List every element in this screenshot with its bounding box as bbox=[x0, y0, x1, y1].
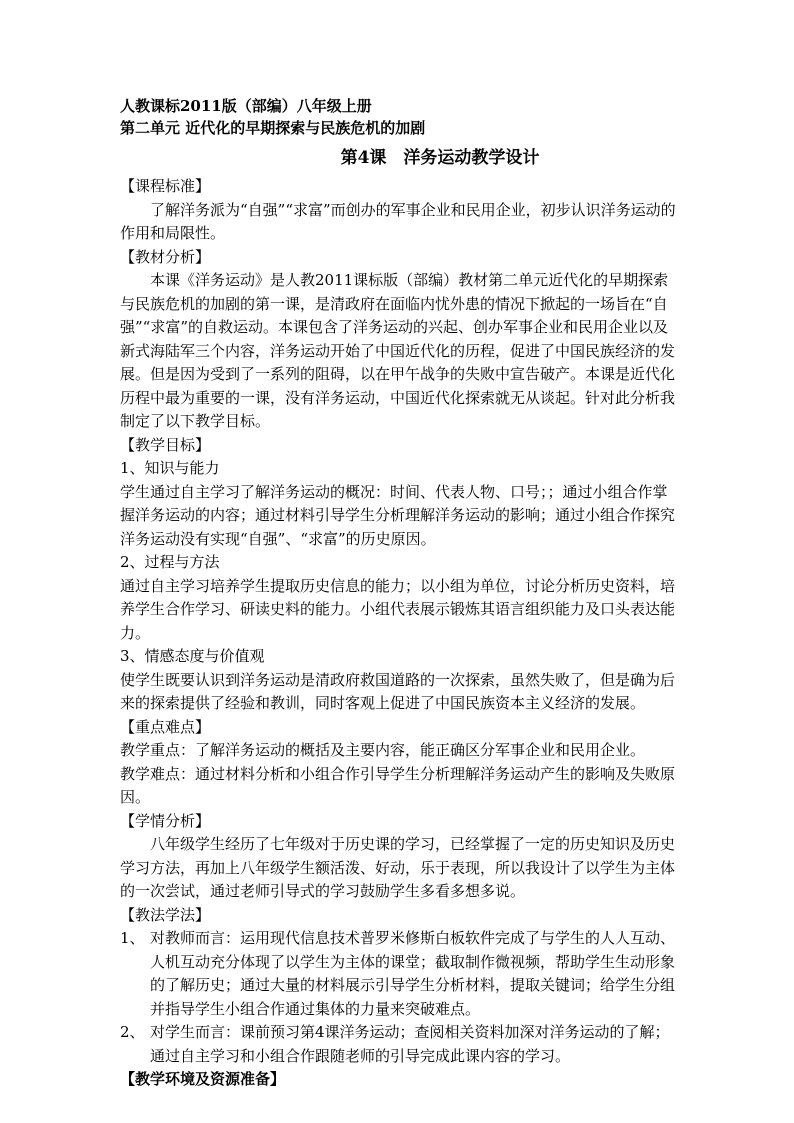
document-body bbox=[120, 95, 680, 1092]
goal2-title: 2、过程与方法 bbox=[120, 553, 220, 571]
list-text: 对教师而言：运用现代信息技术普罗米修斯白板软件完成了与学生的人人互动、人机互动充分体现了以学生为主体的课堂；截取制作微视频，帮助学生生动形象的了解历史；通过大量的材料展示引导学生分析材料，提取关键词；给学生分组并指导学生小组合作通过集体的力量来突破难点。 bbox=[150, 929, 676, 1018]
key-heading: 【重点难点】 bbox=[120, 717, 211, 736]
standard-heading: 【课程标准】 bbox=[120, 177, 211, 195]
analysis-heading: 【教材分析】 bbox=[120, 247, 211, 266]
key-point: 教学重点：了解洋务运动的概括及主要内容，能正确区分军事企业和民用企业。 bbox=[120, 741, 646, 759]
students-heading: 【学情分析】 bbox=[120, 811, 211, 830]
goal3-text: 使学生既要认识到洋务运动是清政府救国道路的一次探索，虽然失败了，但是确为后来的探索提供了经验和教训，同时客观上促进了中国民族资本主义经济的发展。 bbox=[120, 670, 676, 712]
analysis-text: 本课《洋务运动》是人教2011课标版（部编）教材第二单元近代化的早期探索与民族危机的加剧的第一课，是清政府在面临内忧外患的情况下掀起的一场旨在“自强”“求富”的自救运动。本课包含了洋务运动的兴起、创办军事企业和民用企业以及新式海陆军三个内容，洋务运动开始了中国近代化的历程，促进了中国民族经济的发展。但是因为受到了一系列的阻碍，以在甲午战争的失败中宣告破产。本课是近代化历程中最为重要的一课，没有洋务运动，中国近代化探索就无从谈起。针对此分析我制定了以下教学目标。 bbox=[120, 271, 676, 430]
goal2-text: 通过自主学习培养学生提取历史信息的能力；以小组为单位，讨论分析历史资料，培养学生合作学习、研读史料的能力。小组代表展示锻炼其语言组织能力及口头表达能力。 bbox=[120, 576, 676, 642]
env-heading: 【教学环境及资源准备】 bbox=[120, 1070, 286, 1088]
textbook-edition: 人教课标2011版（部编）八年级上册 bbox=[120, 97, 372, 115]
standard-text: 了解洋务派为“自强”“求富”而创办的军事企业和民用企业，初步认识洋务运动的作用和局限性。 bbox=[120, 200, 676, 242]
list-number: 1、 bbox=[120, 929, 145, 947]
method-heading: 【教法学法】 bbox=[120, 905, 211, 924]
goal1-title: 1、知识与能力 bbox=[120, 459, 220, 477]
list-text: 对学生而言：课前预习第4课洋务运动；查阅相关资料加深对洋务运动的了解；通过自主学习和小组合作跟随老师的引导完成此课内容的学习。 bbox=[150, 1023, 670, 1065]
method-item-student bbox=[120, 1021, 680, 1068]
goals-heading: 【教学目标】 bbox=[120, 435, 211, 454]
goal1-text: 学生通过自主学习了解洋务运动的概况：时间、代表人物、口号；；通过小组合作掌握洋务运动的内容；通过材料引导学生分析理解洋务运动的影响；通过小组合作探究洋务运动没有实现“自强”、“求富”的历史原因。 bbox=[120, 482, 676, 548]
difficult-point: 教学难点：通过材料分析和小组合作引导学生分析理解洋务运动产生的影响及失败原因。 bbox=[120, 764, 676, 806]
goal3-title: 3、情感态度与价值观 bbox=[120, 647, 265, 665]
method-item-teacher bbox=[120, 927, 680, 1021]
list-number: 2、 bbox=[120, 1023, 145, 1041]
lesson-title: 第4课 洋务运动教学设计 bbox=[340, 148, 540, 168]
unit-title: 第二单元 近代化的早期探索与民族危机的加剧 bbox=[120, 119, 426, 137]
students-text: 八年级学生经历了七年级对于历史课的学习，已经掌握了一定的历史知识及历史学习方法，再加上八年级学生额活泼、好动，乐于表现，所以我设计了以学生为主体的一次尝试，通过老师引导式的学习鼓励学生多看多想多说。 bbox=[120, 835, 676, 900]
